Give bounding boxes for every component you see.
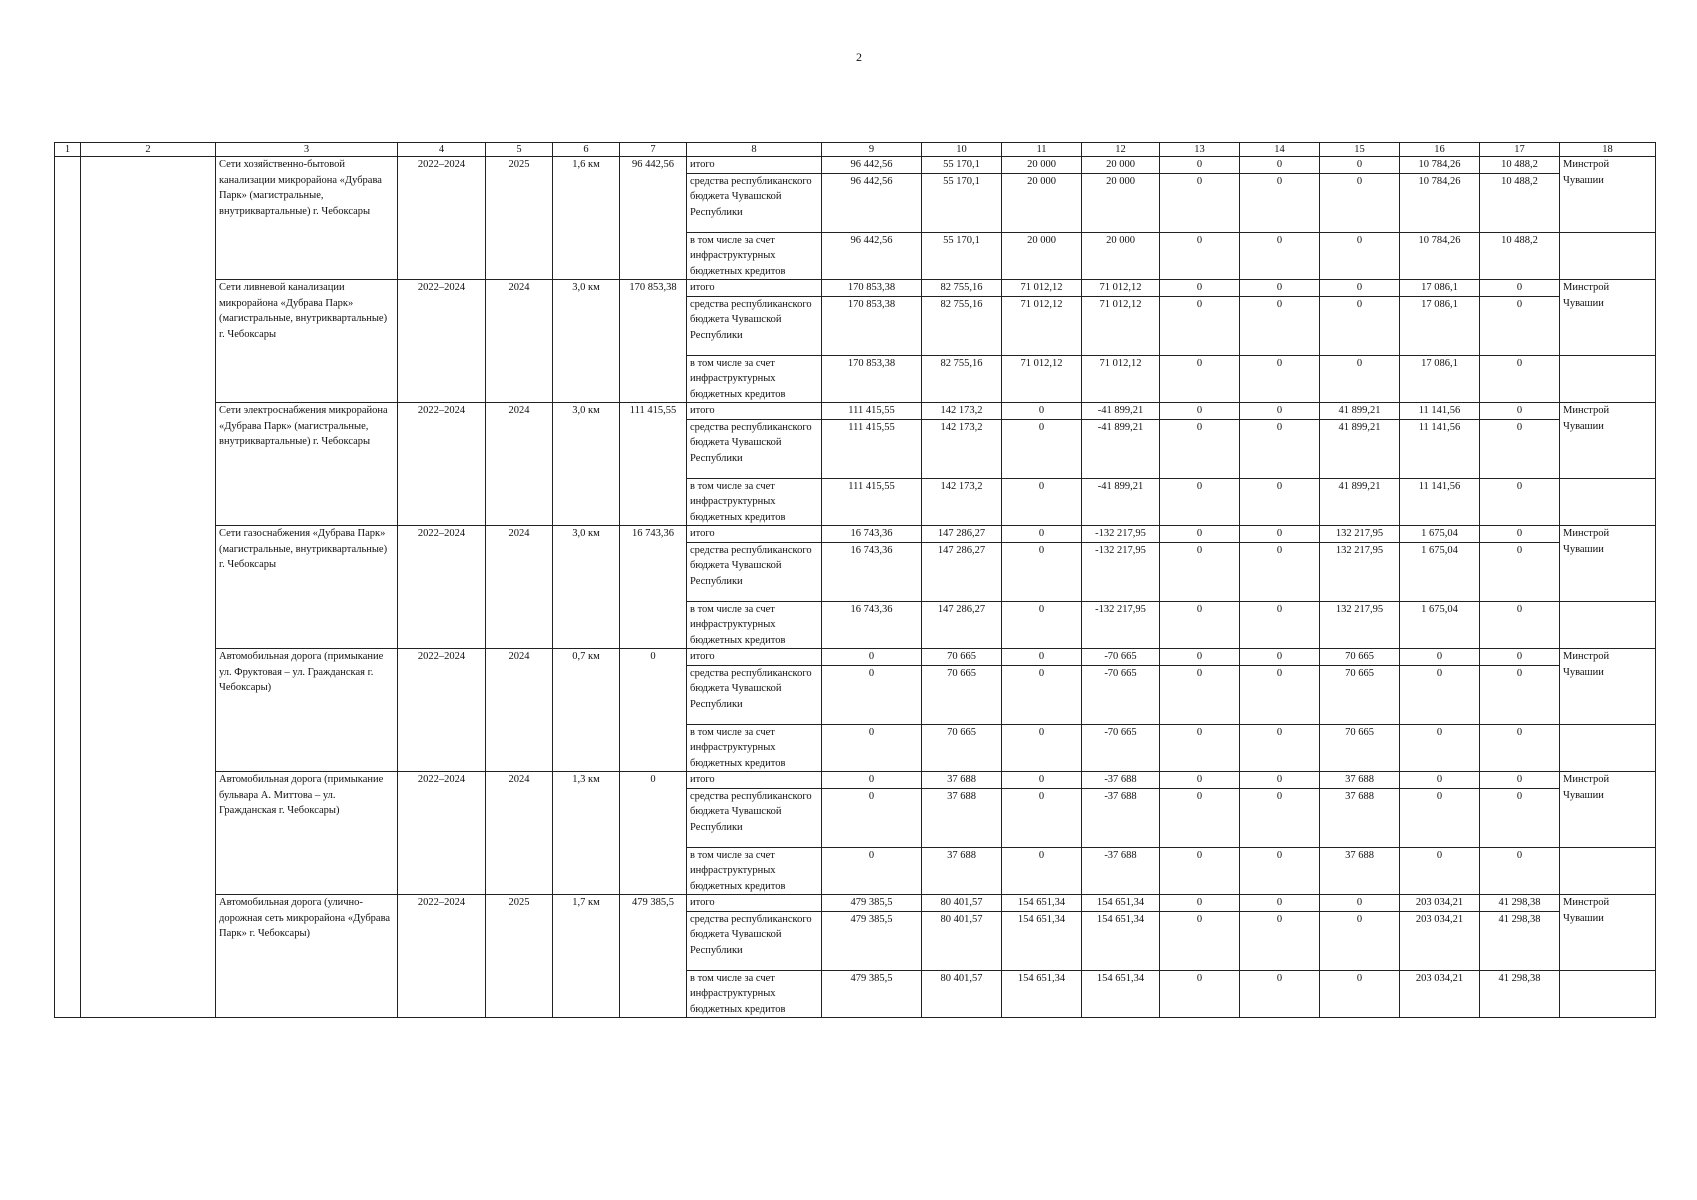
completion-year: 2025	[486, 895, 553, 1018]
amount-cell: 0	[1160, 895, 1240, 912]
amount-cell: 70 665	[922, 649, 1002, 666]
amount-cell: 0	[1240, 296, 1320, 355]
amount-cell: 0	[1002, 403, 1082, 420]
responsible-agency: Минстрой Чувашии	[1560, 157, 1656, 233]
amount-cell: 147 286,27	[922, 526, 1002, 543]
amount-cell: 0	[1400, 665, 1480, 724]
responsible-agency: Минстрой Чувашии	[1560, 772, 1656, 848]
column-number: 8	[687, 143, 822, 157]
amount-cell: 10 784,26	[1400, 232, 1480, 280]
estimated-cost: 0	[620, 649, 687, 772]
amount-cell: 10 488,2	[1480, 232, 1560, 280]
column-number: 16	[1400, 143, 1480, 157]
funding-source: средства республиканского бюджета Чувашской Республики	[687, 173, 822, 232]
column-number: 9	[822, 143, 922, 157]
completion-year: 2025	[486, 157, 553, 280]
amount-cell: 0	[1480, 526, 1560, 543]
funding-source: итого	[687, 895, 822, 912]
responsible-agency: Минстрой Чувашии	[1560, 403, 1656, 479]
column-number: 10	[922, 143, 1002, 157]
amount-cell: 0	[1320, 355, 1400, 403]
amount-cell: 0	[1480, 847, 1560, 895]
amount-cell: 80 401,57	[922, 911, 1002, 970]
amount-cell: 132 217,95	[1320, 601, 1400, 649]
amount-cell: 0	[1002, 649, 1082, 666]
amount-cell: 20 000	[1082, 232, 1160, 280]
amount-cell: 0	[1240, 724, 1320, 772]
amount-cell: 0	[1480, 665, 1560, 724]
column-number: 12	[1082, 143, 1160, 157]
amount-cell: 16 743,36	[822, 601, 922, 649]
amount-cell: -41 899,21	[1082, 403, 1160, 420]
amount-cell: 0	[1320, 296, 1400, 355]
amount-cell: 0	[1320, 232, 1400, 280]
amount-cell: 0	[1240, 895, 1320, 912]
amount-cell: 0	[1240, 419, 1320, 478]
amount-cell: 0	[1160, 772, 1240, 789]
amount-cell: 17 086,1	[1400, 355, 1480, 403]
amount-cell: 17 086,1	[1400, 280, 1480, 297]
project-capacity: 3,0 км	[553, 526, 620, 649]
empty-cell	[1560, 970, 1656, 1018]
amount-cell: 70 665	[1320, 665, 1400, 724]
table-row	[55, 526, 1656, 543]
amount-cell: 20 000	[1082, 173, 1160, 232]
amount-cell: -37 688	[1082, 772, 1160, 789]
project-period: 2022–2024	[398, 280, 486, 403]
amount-cell: 111 415,55	[822, 478, 922, 526]
column-number: 6	[553, 143, 620, 157]
amount-cell: 0	[1160, 478, 1240, 526]
amount-cell: 0	[1160, 173, 1240, 232]
column-number: 5	[486, 143, 553, 157]
amount-cell: 0	[1480, 355, 1560, 403]
amount-cell: 0	[1160, 649, 1240, 666]
funding-source: средства республиканского бюджета Чувашской Республики	[687, 911, 822, 970]
amount-cell: -70 665	[1082, 724, 1160, 772]
amount-cell: -37 688	[1082, 847, 1160, 895]
amount-cell: 0	[1320, 280, 1400, 297]
amount-cell: -132 217,95	[1082, 526, 1160, 543]
amount-cell: 71 012,12	[1082, 280, 1160, 297]
amount-cell: 1 675,04	[1400, 526, 1480, 543]
amount-cell: 0	[1240, 280, 1320, 297]
funding-source: в том числе за счет инфраструктурных бюджетных кредитов	[687, 970, 822, 1018]
amount-cell: 71 012,12	[1002, 280, 1082, 297]
amount-cell: 37 688	[1320, 847, 1400, 895]
amount-cell: 0	[1160, 601, 1240, 649]
amount-cell: 20 000	[1082, 157, 1160, 174]
amount-cell: 0	[1320, 157, 1400, 174]
amount-cell: 70 665	[922, 665, 1002, 724]
amount-cell: 0	[1160, 355, 1240, 403]
amount-cell: 10 488,2	[1480, 157, 1560, 174]
amount-cell: 20 000	[1002, 232, 1082, 280]
amount-cell: 0	[1480, 788, 1560, 847]
amount-cell: 71 012,12	[1082, 296, 1160, 355]
amount-cell: 41 298,38	[1480, 911, 1560, 970]
amount-cell: 0	[822, 847, 922, 895]
amount-cell: 71 012,12	[1002, 296, 1082, 355]
table-row	[55, 895, 1656, 912]
budget-table	[54, 142, 1656, 1018]
amount-cell: 203 034,21	[1400, 970, 1480, 1018]
amount-cell: 1 675,04	[1400, 542, 1480, 601]
amount-cell: 479 385,5	[822, 970, 922, 1018]
amount-cell: 0	[1002, 542, 1082, 601]
amount-cell: 0	[1320, 970, 1400, 1018]
table-row	[55, 280, 1656, 297]
amount-cell: 0	[1002, 526, 1082, 543]
funding-source: в том числе за счет инфраструктурных бюджетных кредитов	[687, 847, 822, 895]
estimated-cost: 0	[620, 772, 687, 895]
amount-cell: 0	[1002, 847, 1082, 895]
page-number: 2	[856, 50, 862, 64]
amount-cell: 0	[1480, 403, 1560, 420]
amount-cell: 170 853,38	[822, 296, 922, 355]
amount-cell: 0	[1002, 419, 1082, 478]
amount-cell: -132 217,95	[1082, 601, 1160, 649]
amount-cell: 0	[1240, 478, 1320, 526]
amount-cell: 20 000	[1002, 173, 1082, 232]
amount-cell: 111 415,55	[822, 403, 922, 420]
responsible-agency: Минстрой Чувашии	[1560, 280, 1656, 356]
amount-cell: 0	[1160, 403, 1240, 420]
amount-cell: 70 665	[922, 724, 1002, 772]
amount-cell: 41 298,38	[1480, 970, 1560, 1018]
project-period: 2022–2024	[398, 772, 486, 895]
amount-cell: 0	[1480, 724, 1560, 772]
amount-cell: 147 286,27	[922, 542, 1002, 601]
estimated-cost: 96 442,56	[620, 157, 687, 280]
amount-cell: 0	[822, 665, 922, 724]
amount-cell: 37 688	[922, 788, 1002, 847]
amount-cell: 111 415,55	[822, 419, 922, 478]
completion-year: 2024	[486, 772, 553, 895]
responsible-agency: Минстрой Чувашии	[1560, 895, 1656, 971]
project-name: Автомобильная дорога (примыкание ул. Фруктовая – ул. Гражданская г. Чебоксары)	[216, 649, 398, 772]
project-period: 2022–2024	[398, 895, 486, 1018]
amount-cell: 0	[1240, 847, 1320, 895]
amount-cell: 479 385,5	[822, 895, 922, 912]
estimated-cost: 479 385,5	[620, 895, 687, 1018]
amount-cell: 0	[1400, 649, 1480, 666]
project-capacity: 0,7 км	[553, 649, 620, 772]
amount-cell: 55 170,1	[922, 173, 1002, 232]
amount-cell: 11 141,56	[1400, 478, 1480, 526]
amount-cell: 82 755,16	[922, 355, 1002, 403]
amount-cell: 17 086,1	[1400, 296, 1480, 355]
funding-source: в том числе за счет инфраструктурных бюджетных кредитов	[687, 355, 822, 403]
amount-cell: 37 688	[922, 847, 1002, 895]
amount-cell: 71 012,12	[1082, 355, 1160, 403]
amount-cell: 0	[1240, 157, 1320, 174]
amount-cell: 147 286,27	[922, 601, 1002, 649]
amount-cell: 11 141,56	[1400, 419, 1480, 478]
amount-cell: 70 665	[1320, 649, 1400, 666]
amount-cell: 0	[1240, 772, 1320, 789]
amount-cell: 80 401,57	[922, 895, 1002, 912]
amount-cell: 142 173,2	[922, 478, 1002, 526]
amount-cell: 0	[1002, 478, 1082, 526]
column-number: 17	[1480, 143, 1560, 157]
amount-cell: 80 401,57	[922, 970, 1002, 1018]
amount-cell: 16 743,36	[822, 526, 922, 543]
amount-cell: 142 173,2	[922, 419, 1002, 478]
amount-cell: 0	[822, 649, 922, 666]
project-capacity: 1,6 км	[553, 157, 620, 280]
amount-cell: 0	[1400, 788, 1480, 847]
amount-cell: 0	[1240, 173, 1320, 232]
amount-cell: 55 170,1	[922, 232, 1002, 280]
amount-cell: 11 141,56	[1400, 403, 1480, 420]
amount-cell: -132 217,95	[1082, 542, 1160, 601]
amount-cell: 0	[1160, 419, 1240, 478]
funding-source: итого	[687, 772, 822, 789]
amount-cell: 0	[1002, 601, 1082, 649]
amount-cell: 0	[1480, 601, 1560, 649]
amount-cell: 0	[1480, 772, 1560, 789]
amount-cell: 10 784,26	[1400, 173, 1480, 232]
amount-cell: 0	[1160, 526, 1240, 543]
amount-cell: 70 665	[1320, 724, 1400, 772]
responsible-agency: Минстрой Чувашии	[1560, 649, 1656, 725]
amount-cell: -70 665	[1082, 665, 1160, 724]
funding-source: итого	[687, 280, 822, 297]
project-period: 2022–2024	[398, 526, 486, 649]
amount-cell: 203 034,21	[1400, 911, 1480, 970]
completion-year: 2024	[486, 649, 553, 772]
funding-source: средства республиканского бюджета Чувашской Республики	[687, 665, 822, 724]
amount-cell: 0	[1160, 280, 1240, 297]
empty-cell	[55, 157, 81, 1018]
amount-cell: 20 000	[1002, 157, 1082, 174]
completion-year: 2024	[486, 526, 553, 649]
amount-cell: 0	[1480, 280, 1560, 297]
amount-cell: 0	[1240, 403, 1320, 420]
amount-cell: 170 853,38	[822, 355, 922, 403]
amount-cell: 41 899,21	[1320, 403, 1400, 420]
funding-source: в том числе за счет инфраструктурных бюджетных кредитов	[687, 478, 822, 526]
amount-cell: 10 784,26	[1400, 157, 1480, 174]
funding-source: в том числе за счет инфраструктурных бюджетных кредитов	[687, 601, 822, 649]
amount-cell: 0	[1240, 970, 1320, 1018]
column-number: 1	[55, 143, 81, 157]
amount-cell: 41 298,38	[1480, 895, 1560, 912]
column-number: 3	[216, 143, 398, 157]
amount-cell: 82 755,16	[922, 280, 1002, 297]
column-number: 7	[620, 143, 687, 157]
amount-cell: 96 442,56	[822, 157, 922, 174]
funding-source: средства республиканского бюджета Чувашской Республики	[687, 788, 822, 847]
amount-cell: 0	[1002, 665, 1082, 724]
funding-source: в том числе за счет инфраструктурных бюджетных кредитов	[687, 724, 822, 772]
amount-cell: 41 899,21	[1320, 478, 1400, 526]
estimated-cost: 16 743,36	[620, 526, 687, 649]
project-period: 2022–2024	[398, 403, 486, 526]
project-capacity: 1,3 км	[553, 772, 620, 895]
amount-cell: 154 651,34	[1082, 911, 1160, 970]
column-number: 13	[1160, 143, 1240, 157]
completion-year: 2024	[486, 403, 553, 526]
amount-cell: 0	[1320, 911, 1400, 970]
amount-cell: 132 217,95	[1320, 542, 1400, 601]
empty-cell	[1560, 232, 1656, 280]
amount-cell: -41 899,21	[1082, 478, 1160, 526]
amount-cell: 96 442,56	[822, 173, 922, 232]
amount-cell: 0	[1320, 895, 1400, 912]
amount-cell: 170 853,38	[822, 280, 922, 297]
amount-cell: 154 651,34	[1002, 911, 1082, 970]
amount-cell: 55 170,1	[922, 157, 1002, 174]
funding-source: итого	[687, 526, 822, 543]
amount-cell: 37 688	[1320, 788, 1400, 847]
amount-cell: 0	[822, 788, 922, 847]
amount-cell: 0	[1160, 232, 1240, 280]
column-number: 18	[1560, 143, 1656, 157]
amount-cell: 154 651,34	[1002, 970, 1082, 1018]
amount-cell: 0	[1240, 665, 1320, 724]
amount-cell: 41 899,21	[1320, 419, 1400, 478]
amount-cell: 37 688	[1320, 772, 1400, 789]
amount-cell: 0	[1240, 232, 1320, 280]
amount-cell: 0	[1400, 772, 1480, 789]
table-row	[55, 157, 1656, 174]
amount-cell: 0	[1160, 724, 1240, 772]
completion-year: 2024	[486, 280, 553, 403]
empty-cell	[1560, 724, 1656, 772]
amount-cell: 142 173,2	[922, 403, 1002, 420]
table-row	[55, 403, 1656, 420]
amount-cell: 0	[1160, 157, 1240, 174]
amount-cell: 0	[1480, 296, 1560, 355]
funding-source: средства республиканского бюджета Чувашской Республики	[687, 542, 822, 601]
amount-cell: 0	[1480, 419, 1560, 478]
project-period: 2022–2024	[398, 157, 486, 280]
funding-source: средства республиканского бюджета Чувашской Республики	[687, 296, 822, 355]
empty-cell	[1560, 355, 1656, 403]
estimated-cost: 111 415,55	[620, 403, 687, 526]
amount-cell: 0	[1002, 724, 1082, 772]
funding-source: в том числе за счет инфраструктурных бюджетных кредитов	[687, 232, 822, 280]
funding-source: итого	[687, 157, 822, 174]
amount-cell: 0	[822, 772, 922, 789]
amount-cell: 154 651,34	[1082, 970, 1160, 1018]
amount-cell: -37 688	[1082, 788, 1160, 847]
amount-cell: 0	[1240, 601, 1320, 649]
project-capacity: 3,0 км	[553, 403, 620, 526]
funding-source: итого	[687, 649, 822, 666]
project-name: Сети газоснабжения «Дубрава Парк» (магистральные, внутриквартальные) г. Чебоксары	[216, 526, 398, 649]
table-row	[55, 772, 1656, 789]
amount-cell: 0	[1480, 542, 1560, 601]
amount-cell: 154 651,34	[1002, 895, 1082, 912]
amount-cell: 0	[1160, 970, 1240, 1018]
amount-cell: 96 442,56	[822, 232, 922, 280]
empty-cell	[1560, 478, 1656, 526]
amount-cell: -41 899,21	[1082, 419, 1160, 478]
amount-cell: 0	[1240, 649, 1320, 666]
estimated-cost: 170 853,38	[620, 280, 687, 403]
amount-cell: 0	[1002, 772, 1082, 789]
project-period: 2022–2024	[398, 649, 486, 772]
responsible-agency: Минстрой Чувашии	[1560, 526, 1656, 602]
column-number: 2	[81, 143, 216, 157]
empty-cell	[1560, 847, 1656, 895]
column-number: 15	[1320, 143, 1400, 157]
amount-cell: 1 675,04	[1400, 601, 1480, 649]
amount-cell: 0	[1400, 847, 1480, 895]
column-number: 4	[398, 143, 486, 157]
amount-cell: 0	[1240, 355, 1320, 403]
funding-source: итого	[687, 403, 822, 420]
amount-cell: 132 217,95	[1320, 526, 1400, 543]
amount-cell: 0	[1240, 526, 1320, 543]
amount-cell: 10 488,2	[1480, 173, 1560, 232]
project-name: Автомобильная дорога (примыкание бульвара А. Миттова – ул. Гражданская г. Чебоксары)	[216, 772, 398, 895]
amount-cell: 0	[1320, 173, 1400, 232]
amount-cell: 0	[1240, 911, 1320, 970]
empty-cell	[1560, 601, 1656, 649]
amount-cell: 0	[1240, 542, 1320, 601]
column-number: 14	[1240, 143, 1320, 157]
amount-cell: 71 012,12	[1002, 355, 1082, 403]
amount-cell: 0	[1480, 478, 1560, 526]
amount-cell: 0	[1160, 847, 1240, 895]
amount-cell: 0	[1160, 665, 1240, 724]
amount-cell: 37 688	[922, 772, 1002, 789]
project-name: Автомобильная дорога (улично-дорожная сеть микрорайона «Дубрава Парк» г. Чебоксары)	[216, 895, 398, 1018]
project-name: Сети ливневой канализации микрорайона «Дубрава Парк» (магистральные, внутриквартальные) г. Чебоксары	[216, 280, 398, 403]
amount-cell: 203 034,21	[1400, 895, 1480, 912]
amount-cell: 16 743,36	[822, 542, 922, 601]
empty-cell	[81, 157, 216, 1018]
amount-cell: 154 651,34	[1082, 895, 1160, 912]
funding-source: средства республиканского бюджета Чувашской Республики	[687, 419, 822, 478]
project-name: Сети хозяйственно-бытовой канализации микрорайона «Дубрава Парк» (магистральные, внутриквартальные) г. Чебоксары	[216, 157, 398, 280]
amount-cell: 0	[822, 724, 922, 772]
amount-cell: 82 755,16	[922, 296, 1002, 355]
amount-cell: 0	[1480, 649, 1560, 666]
project-capacity: 1,7 км	[553, 895, 620, 1018]
header-row	[55, 143, 1656, 157]
project-name: Сети электроснабжения микрорайона «Дубрава Парк» (магистральные, внутриквартальные) г. Чебоксары	[216, 403, 398, 526]
amount-cell: 0	[1160, 542, 1240, 601]
project-capacity: 3,0 км	[553, 280, 620, 403]
amount-cell: 0	[1160, 296, 1240, 355]
amount-cell: 0	[1240, 788, 1320, 847]
amount-cell: -70 665	[1082, 649, 1160, 666]
column-number: 11	[1002, 143, 1082, 157]
table-row	[55, 649, 1656, 666]
amount-cell: 0	[1002, 788, 1082, 847]
amount-cell: 0	[1160, 911, 1240, 970]
amount-cell: 0	[1400, 724, 1480, 772]
amount-cell: 479 385,5	[822, 911, 922, 970]
amount-cell: 0	[1160, 788, 1240, 847]
